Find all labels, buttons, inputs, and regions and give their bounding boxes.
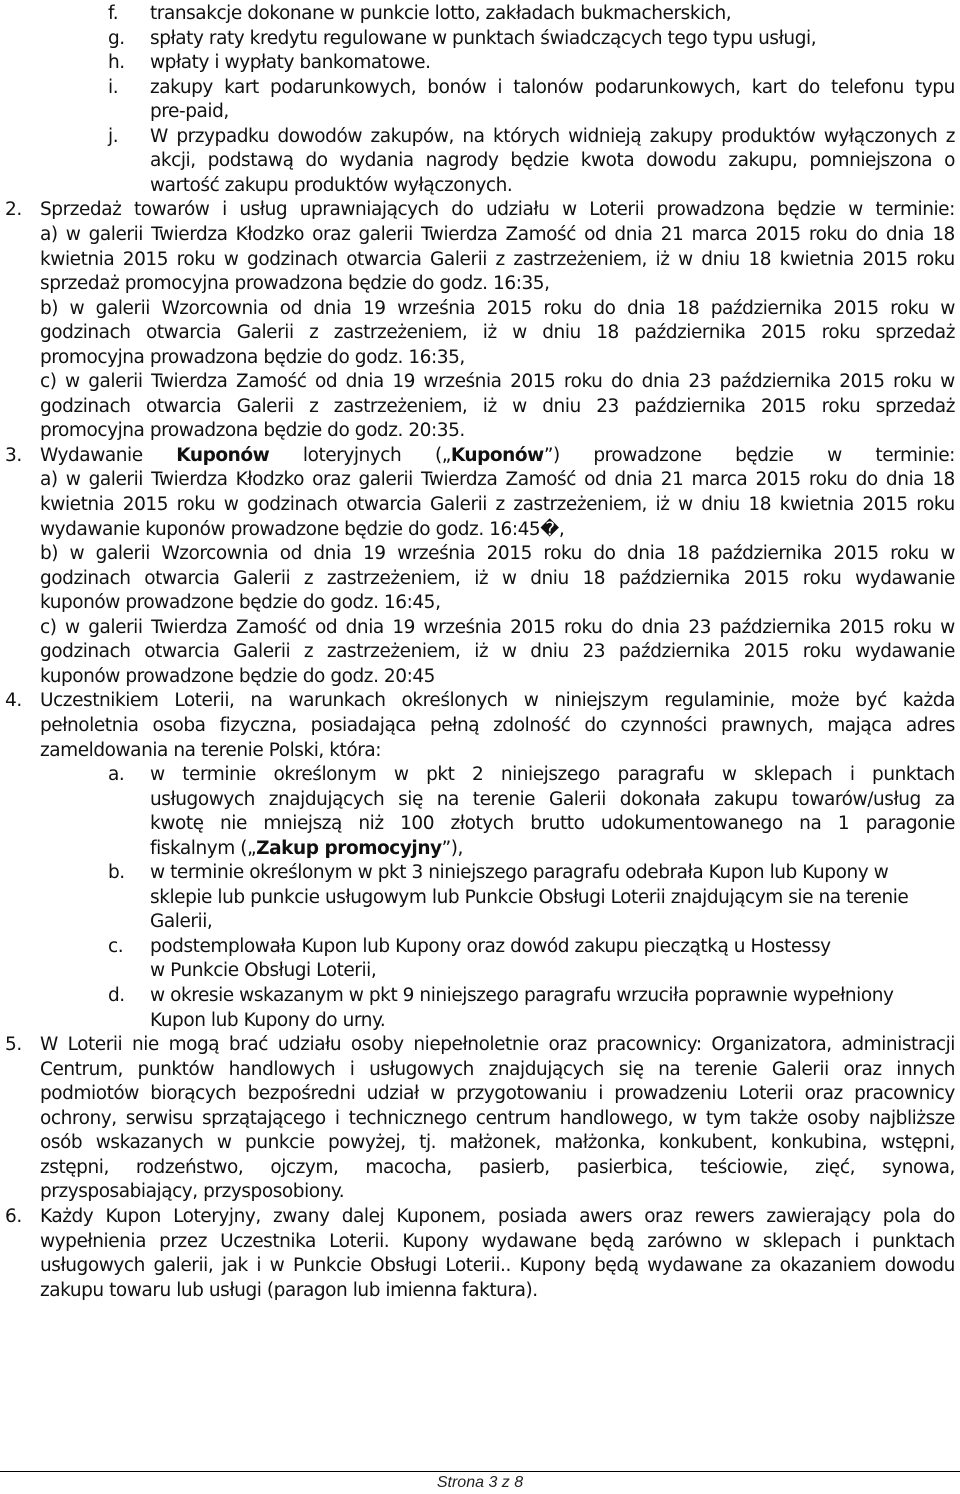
sublist-line: w Punkcie Obsługi Loterii, [150,960,377,982]
numbered-item-marker: 2. [5,199,22,221]
sublist-line: w terminie określonym w pkt 2 niniejszego paragrafu w sklepach i punktach [150,764,955,786]
sublist-line: Kupon lub Kupony do urny. [150,1009,386,1031]
item-line: a) w galerii Twierdza Kłodzko oraz galerii Twierdza Zamość od dnia 21 marca 2015 roku do dnia 18 [40,469,955,491]
sublist-marker: j. [108,125,119,147]
item-line: b) w galerii Wzorcownia od dnia 19 września 2015 roku do dnia 18 października 2015 roku w [40,297,955,319]
sublist-marker: g. [108,27,125,49]
item-line: a) w galerii Twierdza Kłodzko oraz galerii Twierdza Zamość od dnia 21 marca 2015 roku do dnia 18 [40,223,955,245]
item-line: zameldowania na terenie Polski, która: [40,739,382,761]
item-line: c) w galerii Twierdza Zamość od dnia 19 września 2015 roku do dnia 23 października 2015 roku w [40,371,955,393]
sublist-marker: f. [108,3,119,24]
sublist-marker: h. [108,52,125,74]
item-line: Wydawanie Kuponów loteryjnych („Kuponów”) prowadzone będzie w terminie: [40,444,955,466]
item-line: promocyjna prowadzona będzie do godz. 16:35, [40,346,465,368]
sublist-line: podstemplowała Kupon lub Kupony oraz dowód zakupu pieczątką u Hostessy [150,935,831,957]
item-line: Centrum, punktów handlowych i usługowych znajdujących się na terenie Galerii oraz innych [40,1058,955,1080]
sublist-line: kwotę nie mniejszą niż 100 złotych brutto udokumentowanego na 1 paragonie [150,813,955,835]
item-line: godzinach otwarcia Galerii z zastrzeżeniem, iż w dniu 18 października 2015 roku sprzedaż [40,322,955,344]
page-number: Strona 3 z 8 [436,1474,524,1491]
item-line: osób wskazanych w punkcie powyżej, tj. małżonek, małżonka, konkubent, konkubina, wstępni, [40,1132,955,1154]
sublist-line: w terminie określonym w pkt 3 niniejszego paragrafu odebrała Kupon lub Kupony w [150,862,889,884]
numbered-item-marker: 6. [5,1205,22,1227]
item-line: godzinach otwarcia Galerii z zastrzeżeniem, iż w dniu 23 października 2015 roku wydawanie [40,641,955,663]
item-line: wydawanie kuponów prowadzone będzie do godz. 16:45�‚ [40,518,565,540]
item-line: przysposabiający, przysposobiony. [40,1181,345,1203]
item-line: b) w galerii Wzorcownia od dnia 19 września 2015 roku do dnia 18 października 2015 roku w [40,543,955,565]
sublist-marker: b. [108,862,125,884]
sublist-line: wartość zakupu produktów wyłączonych. [150,174,513,196]
item-line: godzinach otwarcia Galerii z zastrzeżeniem, iż w dniu 23 października 2015 roku sprzedaż [40,395,955,417]
sublist-line: Galerii, [150,911,213,933]
item-line: Każdy Kupon Loteryjny, zwany dalej Kuponem, posiada awers oraz rewers zawierający pola do [40,1205,955,1227]
sublist-line: wpłaty i wypłaty bankomatowe. [150,52,431,74]
numbered-item-marker: 4. [5,690,22,712]
sublist-line: pre-paid, [150,101,229,123]
sublist-line: spłaty raty kredytu regulowane w punktach świadczących tego typu usługi, [150,27,817,49]
numbered-item-marker: 3. [5,444,22,466]
item-line: kuponów prowadzone będzie do godz. 16:45‚ [40,592,441,614]
sublist-line: transakcje dokonane w punkcie lotto, zakładach bukmacherskich, [150,3,732,24]
item-line: zakupu towaru lub usługi (paragon lub imienna faktura). [40,1279,538,1301]
item-line: Uczestnikiem Loterii, na warunkach określonych w niniejszym regulaminie, może być każda [40,690,955,712]
sublist-line: w okresie wskazanym w pkt 9 niniejszego paragrafu wrzuciła poprawnie wypełniony [150,985,894,1006]
item-line: W Loterii nie mogą brać udziału osoby niepełnoletnie oraz pracownicy: Organizatora, administracji [40,1034,955,1056]
item-line: kuponów prowadzone będzie do godz. 20:45 [40,665,435,687]
sublist-marker: a. [108,764,125,786]
numbered-item-marker: 5. [5,1034,22,1056]
item-line: pełnoletnia osoba fizyczna, posiadająca pełną zdolność do czynności prawnych, mająca adres [40,714,955,736]
sublist-marker: d. [108,985,125,1006]
item-line: kwietnia 2015 roku w godzinach otwarcia Galerii z zastrzeżeniem, iż w dniu 18 kwietnia 2015 roku [40,494,955,515]
item-line: godzinach otwarcia Galerii z zastrzeżeniem, iż w dniu 18 października 2015 roku wydawanie [40,567,955,589]
sublist-line: zakupy kart podarunkowych, bonów i talonów podarunkowych, kart do telefonu typu [150,76,955,98]
sublist-marker: i. [108,76,119,98]
item-line: Sprzedaż towarów i usług uprawniających do udziału w Loterii prowadzona będzie w terminie: [40,199,955,221]
sublist-line: W przypadku dowodów zakupów, na których widnieją zakupy produktów wyłączonych z [150,125,955,147]
sublist-line: usługowych znajdujących się na terenie Galerii dokonała zakupu towarów/usług za [150,788,955,810]
item-line: usługowych galerii, jak i w Punkcie Obsługi Loterii.. Kupony będą wydawane za okazaniem dowodu [40,1255,955,1277]
item-line: wypełnienia przez Uczestnika Loterii. Kupony wydawane będą zarówno w sklepach i punktach [40,1230,955,1252]
sublist-marker: c. [108,935,124,957]
sublist-line: fiskalnym („Zakup promocyjny”), [150,837,463,859]
item-line: sprzedaż promocyjna prowadzona będzie do godz. 16:35, [40,273,550,295]
item-line: zstępni, rodzeństwo, ojczym, macocha, pasierb, pasierbica, teściowie, zięć, synowa, [40,1156,955,1178]
page-footer [0,1471,960,1494]
item-line: podmiotów biorących bezpośredni udział w przygotowaniu i prowadzeniu Loterii oraz pracownicy [40,1083,955,1105]
item-line: kwietnia 2015 roku w godzinach otwarcia Galerii z zastrzeżeniem, iż w dniu 18 kwietnia 2015 roku [40,248,955,270]
item-line: ochrony, serwisu sprzątającego i technicznego centrum handlowego, w tym także osoby najbliższe [40,1107,955,1129]
item-line: c) w galerii Twierdza Zamość od dnia 19 września 2015 roku do dnia 23 października 2015 roku w [40,616,955,638]
sublist-line: sklepie lub punkcie usługowym lub Punkcie Obsługi Loterii znajdującym sie na terenie [150,886,909,908]
sublist-line: akcji, podstawą do wydania nagrody będzie kwota dowodu zakupu, pomniejszona o [150,150,955,172]
item-line: promocyjna prowadzona będzie do godz. 20:35. [40,420,465,442]
